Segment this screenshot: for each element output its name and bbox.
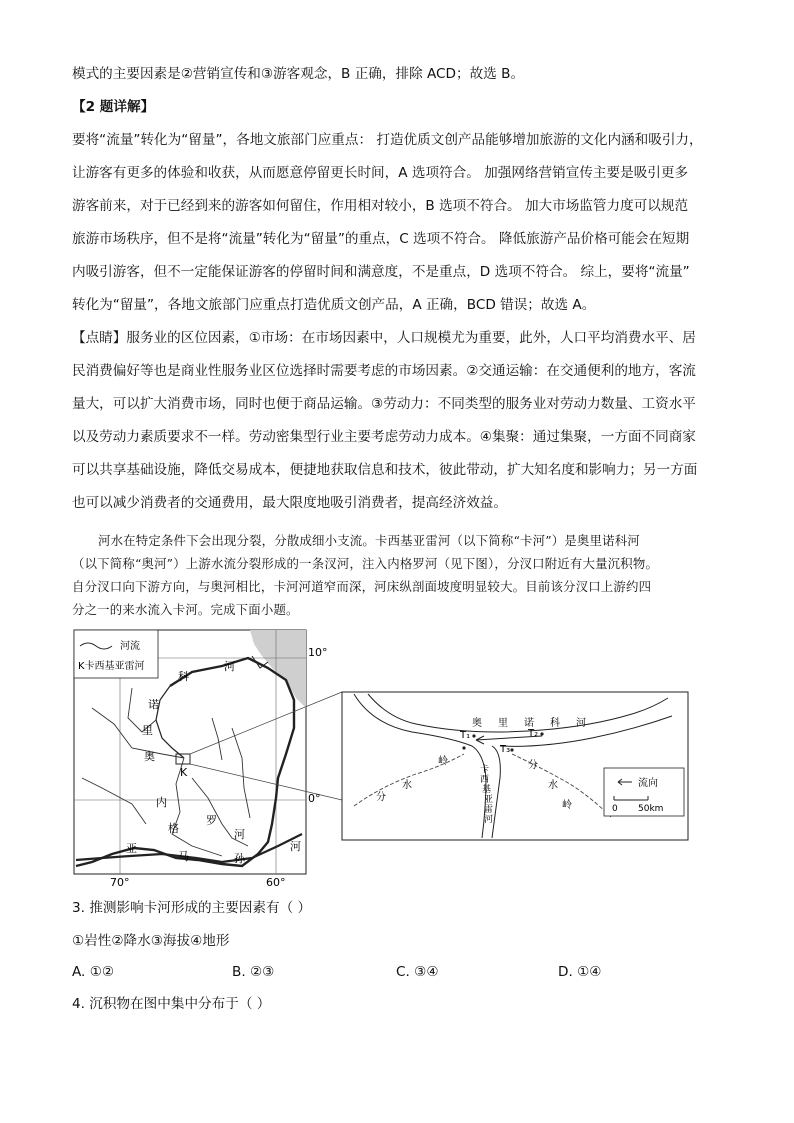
scale-50-label: 50km xyxy=(638,804,664,814)
lon-70-label: 70° xyxy=(110,876,130,889)
map-char: 里 xyxy=(142,724,153,737)
map-char: 马 xyxy=(178,850,189,863)
material-line: （以下简称“奥河”）上游水流分裂形成的一条汊河，注入内格罗河（见下图），分汊口附近有大量沉积物。 xyxy=(72,556,659,571)
map-char: 奥 xyxy=(144,750,155,763)
inset-char: 分 xyxy=(528,760,538,771)
t1-label: T₁ xyxy=(460,730,471,741)
map-char: 河 xyxy=(290,840,301,853)
inset-char: 基 xyxy=(482,785,492,795)
note-line: 可以共享基础设施，降低交易成本，便捷地获取信息和技术，彼此带动，扩大知名度和影响力；另一方面 xyxy=(72,462,698,478)
legend-river-label: 河流 xyxy=(120,641,140,652)
option-c[interactable]: C. ③④ xyxy=(396,964,439,980)
lat-10-label: 10° xyxy=(308,646,328,659)
inset-char: 里 xyxy=(498,718,508,729)
explanation-line: 游客前来，对于已经到来的游客如何留住，作用相对较小，B 选项不符合。 加大市场监管力度可以规范 xyxy=(72,198,689,214)
note-line: 也可以减少消费者的交通费用，最大限度地吸引消费者，提高经济效益。 xyxy=(72,495,507,511)
map-svg xyxy=(72,628,792,890)
inset-char: 诺 xyxy=(524,718,534,729)
inset-char: 卡 xyxy=(480,765,490,775)
explanation-line: 要将“流量”转化为“留量”，各地文旅部门应重点： 打造优质文创产品能够增加旅游的文化内涵和吸引力， xyxy=(72,132,703,148)
map-char: 孙 xyxy=(234,852,245,865)
material-line: 河水在特定条件下会出现分裂，分散成细小支流。卡西基亚雷河（以下简称“卡河”）是奥里诺科河 xyxy=(98,533,640,548)
inset-map xyxy=(342,692,688,840)
note-line: 量大，可以扩大消费市场，同时也便于商品运输。③劳动力：不同类型的服务业对劳动力数量、工资水平 xyxy=(72,396,696,412)
inset-char: 水 xyxy=(548,780,558,791)
t2-label: T₂ xyxy=(528,728,539,739)
answer-text-line-1: 模式的主要因素是②营销宣传和③游客观念，B 正确，排除 ACD；故选 B。 xyxy=(72,66,525,82)
option-b[interactable]: B. ②③ xyxy=(232,964,275,980)
option-d[interactable]: D. ①④ xyxy=(558,964,602,980)
inset-char: 河 xyxy=(484,815,494,825)
inset-char: 水 xyxy=(402,780,412,791)
lat-0-label: 0° xyxy=(308,792,321,805)
map-char: 亚 xyxy=(126,842,137,855)
scale-0-label: 0 xyxy=(612,804,618,814)
explanation-line: 转化为“留量”，各地文旅部门应重点打造优质文创产品，A 正确，BCD 错误；故选 A。 xyxy=(72,297,596,313)
inset-char: 雷 xyxy=(484,805,494,815)
question-4: 4. 沉积物在图中集中分布于（ ） xyxy=(72,996,271,1012)
option-a[interactable]: A. ①② xyxy=(72,964,115,980)
inset-char: 科 xyxy=(550,718,560,729)
lon-60-label: 60° xyxy=(266,876,286,889)
note-line: 民消费偏好等也是商业性服务业区位选择时需要考虑的市场因素。②交通运输：在交通便利的地方，客流 xyxy=(72,363,696,379)
k-label: K xyxy=(180,766,188,779)
map-char: 科 xyxy=(178,670,189,683)
map-char: 河 xyxy=(224,660,235,673)
question-3-items: ①岩性②降水③海拔④地形 xyxy=(72,933,230,949)
inset-char: 分 xyxy=(376,792,386,803)
explanation-line: 内吸引游客，但不一定能保证游客的停留时间和满意度，不是重点，D 选项不符合。 综上，要将“流量” xyxy=(72,264,690,280)
inset-char: 河 xyxy=(576,718,586,729)
legend-k-label: K卡西基亚雷河 xyxy=(78,661,145,672)
inset-char: 西 xyxy=(480,775,490,785)
explanation-line: 旅游市场秩序，但不是将“流量”转化为“留量”的重点，C 选项不符合。 降低旅游产品价格可能会在短期 xyxy=(72,231,690,247)
t3-label: T₃ xyxy=(500,744,511,755)
inset-frame xyxy=(342,692,688,840)
flow-legend-label: 流向 xyxy=(638,778,658,789)
t2-point xyxy=(540,732,543,735)
material-line: 分之一的来水流入卡河。完成下面小题。 xyxy=(72,602,299,617)
inset-char: 岭 xyxy=(562,800,572,811)
inset-char: 亚 xyxy=(484,795,494,805)
t-point xyxy=(462,746,465,749)
map-char: 诺 xyxy=(148,698,159,711)
section-heading-q2: 【2 题详解】 xyxy=(72,99,155,115)
material-line: 自分汊口向下游方向，与奥河相比，卡河河道窄而深，河床纵剖面坡度明显较大。目前该分汊口上游约四 xyxy=(72,579,652,594)
map-char: 格 xyxy=(168,822,179,835)
question-3: 3. 推测影响卡河形成的主要因素有（ ） xyxy=(72,900,312,916)
note-line: 以及劳动力素质要求不一样。劳动密集型行业主要考虑劳动力成本。④集聚：通过集聚，一方面不同商家 xyxy=(72,429,696,445)
map-char: 罗 xyxy=(206,814,217,827)
inset-char: 奥 xyxy=(472,718,482,729)
map-figure xyxy=(72,628,792,890)
note-line: 【点睛】服务业的区位因素，①市场：在市场因素中，人口规模尤为重要，此外，人口平均消费水平、居 xyxy=(72,330,696,346)
t3-point xyxy=(510,748,513,751)
map-char: 内 xyxy=(156,796,167,809)
explanation-line: 让游客有更多的体验和收获，从而愿意停留更长时间，A 选项符合。 加强网络营销宣传主要是吸引更多 xyxy=(72,165,689,181)
inset-char: 岭 xyxy=(438,756,448,767)
map-char: 河 xyxy=(234,828,245,841)
t1-point xyxy=(472,734,475,737)
